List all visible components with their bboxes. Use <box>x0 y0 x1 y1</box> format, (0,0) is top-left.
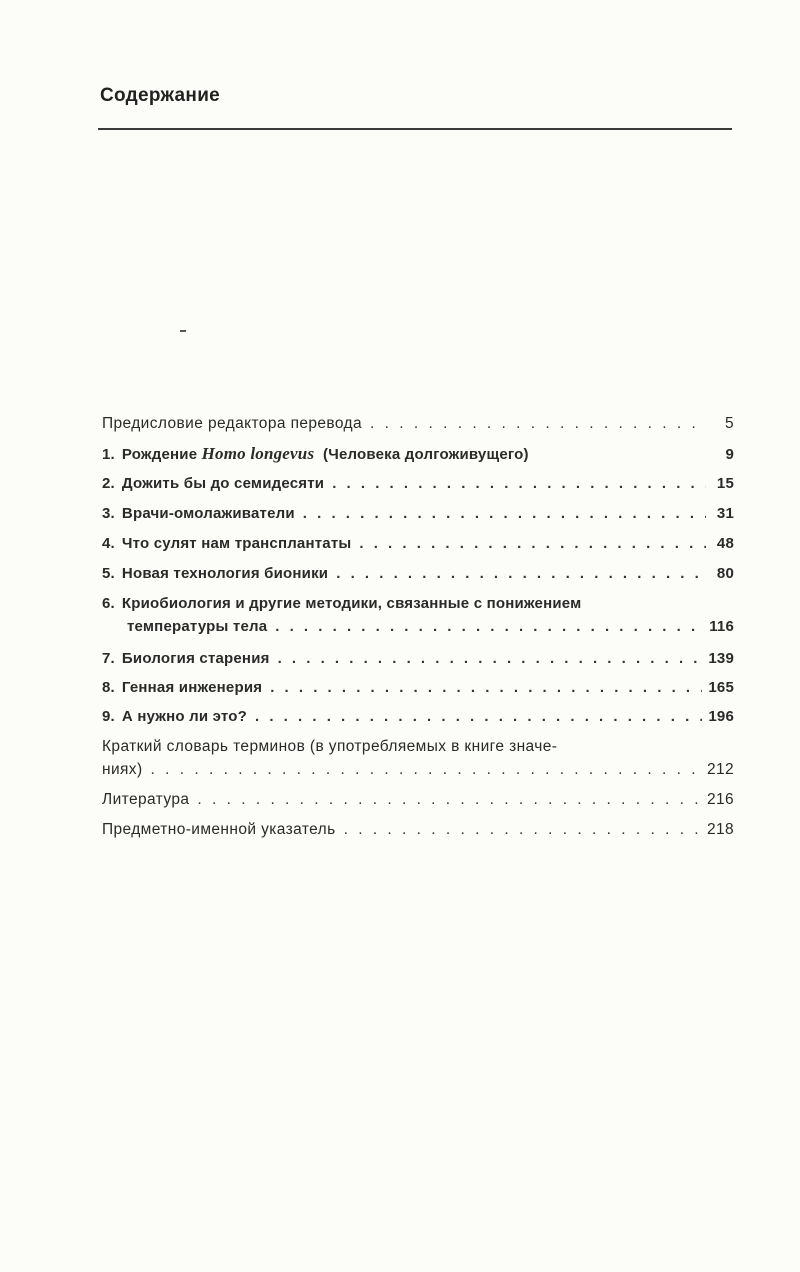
toc-chapter-number: 1. <box>102 446 115 463</box>
toc-entry-title: А нужно ли это? <box>121 708 248 725</box>
dot-leader <box>189 788 701 811</box>
toc-entry-title: Рождение Homo longevus (Человека долгоживущего) <box>121 444 529 463</box>
dot-leader <box>328 562 706 585</box>
toc-page-number: 48 <box>716 535 734 552</box>
toc-chapter-number: 7. <box>102 650 115 667</box>
toc-chapter-number: 9. <box>102 708 115 725</box>
toc-page-number: 196 <box>708 708 734 725</box>
toc-entry-title: Дожить бы до семидесяти <box>121 475 325 492</box>
dot-leader <box>324 472 706 495</box>
dot-leader <box>336 818 701 841</box>
toc-page-number: 218 <box>706 821 734 838</box>
toc-entry-literature[interactable] <box>102 788 734 811</box>
toc-entry-title: Врачи-омолаживатели <box>121 505 295 522</box>
dot-leader <box>143 758 701 781</box>
toc-entry-title: Генная инженерия <box>121 679 263 696</box>
toc-entry-preface[interactable] <box>102 412 734 435</box>
toc-chapter-number: 3. <box>102 505 115 522</box>
toc-page-number: 9 <box>725 446 734 463</box>
toc-entry-title: Что сулят нам трансплантаты <box>121 535 352 552</box>
toc-page-number: 216 <box>706 791 734 808</box>
dot-leader <box>247 705 702 728</box>
toc-entry-title-line-1: Криобиология и другие методики, связанные с понижением <box>121 595 582 612</box>
toc-entry-title-line-2: ниях) <box>102 761 143 778</box>
toc-entry-chapter-1[interactable] <box>102 442 734 466</box>
toc-page-number: 15 <box>716 475 734 492</box>
toc-entry-chapter-4[interactable] <box>102 532 734 555</box>
toc-entry-index[interactable] <box>102 818 734 841</box>
toc-chapter-number: 5. <box>102 565 115 582</box>
toc-entry-title: Биология старения <box>121 650 270 667</box>
toc-page-number: 31 <box>716 505 734 522</box>
toc-entry-chapter-3[interactable] <box>102 502 734 525</box>
toc-entry-chapter-5[interactable] <box>102 562 734 585</box>
dot-leader <box>267 615 703 638</box>
toc-page-number: 212 <box>706 761 734 778</box>
toc-page-number: 80 <box>716 565 734 582</box>
toc-page-number: 116 <box>709 618 734 635</box>
toc-entry-chapter-7[interactable] <box>102 647 734 670</box>
toc-page-number: 5 <box>724 415 734 432</box>
toc-entry-title: Новая технология бионики <box>121 565 329 582</box>
toc-entry-chapter-9[interactable] <box>102 705 734 728</box>
toc-entry-title: Предисловие редактора перевода <box>102 415 363 432</box>
toc-chapter-number: 4. <box>102 535 115 552</box>
toc-entry-title: Литература <box>102 791 190 808</box>
dot-leader <box>270 647 703 670</box>
toc-entry-chapter-8[interactable] <box>102 676 734 699</box>
toc-entry-title: Предметно-именной указатель <box>102 821 336 838</box>
toc-entry-chapter-6[interactable] <box>102 592 734 638</box>
toc-entry-title-line-1: Краткий словарь терминов (в употребляемых в книге значе- <box>102 738 558 755</box>
toc-page-number: 165 <box>708 679 734 696</box>
dot-leader <box>351 532 706 555</box>
toc-chapter-number: 6. <box>102 595 115 612</box>
toc-chapter-number: 2. <box>102 475 115 492</box>
toc-entry-glossary[interactable] <box>102 735 734 781</box>
toc-entry-title-line-2: температуры тела <box>127 618 268 635</box>
toc-chapter-number: 8. <box>102 679 115 696</box>
dot-leader <box>262 676 702 699</box>
print-mark <box>180 330 186 332</box>
toc-page-number: 139 <box>708 650 734 667</box>
dot-leader <box>295 502 706 525</box>
heading-underline <box>98 128 732 130</box>
contents-heading: Содержание <box>100 85 221 106</box>
toc-entry-chapter-2[interactable] <box>102 472 734 495</box>
dot-leader <box>362 412 706 435</box>
